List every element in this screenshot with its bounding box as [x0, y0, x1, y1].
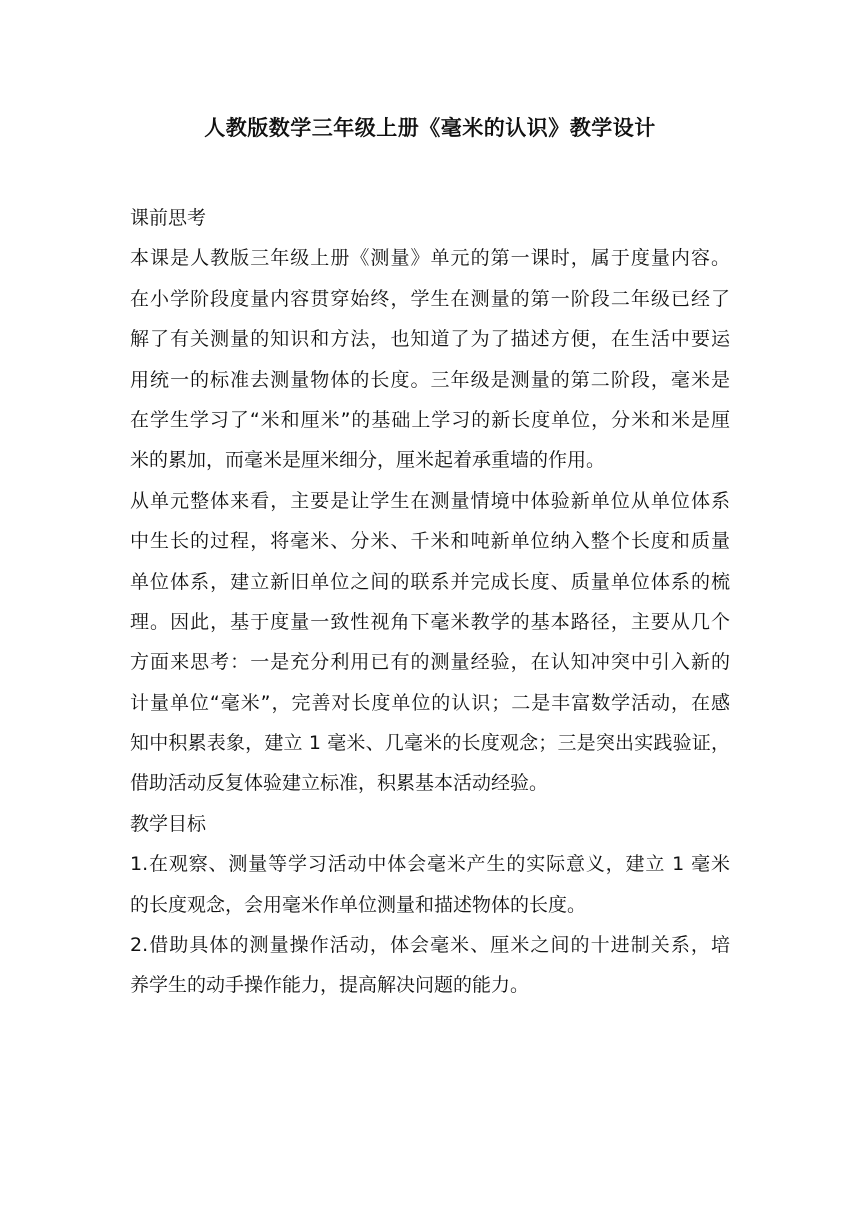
text-line: 方面来思考：一是充分利用已有的测量经验，在认知冲突中引入新的 [130, 651, 730, 674]
text-line: 理。因此，基于度量一致性视角下毫米教学的基本路径，主要从几个 [130, 610, 730, 633]
goal-item-1 [130, 844, 730, 925]
text-line: 中生长的过程，将毫米、分米、千米和吨新单位纳入整个长度和质量 [130, 530, 730, 553]
text-line: 解了有关测量的知识和方法，也知道了为了描述方便，在生活中要运 [130, 328, 730, 351]
paragraph-lesson-context [130, 238, 730, 480]
text-line: 计量单位“毫米”，完善对长度单位的认识；二是丰富数学活动，在感 [130, 691, 730, 714]
text-line: 从单元整体来看，主要是让学生在测量情境中体验新单位从单位体系 [130, 489, 730, 512]
text-line: 2.借助具体的测量操作活动，体会毫米、厘米之间的十进制关系，培 [130, 934, 730, 957]
goal-item-2 [130, 925, 730, 1006]
section-heading-text: 教学目标 [130, 812, 207, 835]
text-line: 借助活动反复体验建立标准，积累基本活动经验。 [130, 772, 549, 795]
text-line: 用统一的标准去测量物体的长度。三年级是测量的第二阶段，毫米是 [130, 368, 730, 391]
text-line: 米的累加，而毫米是厘米细分，厘米起着承重墙的作用。 [130, 449, 606, 472]
text-line: 1.在观察、测量等学习活动中体会毫米产生的实际意义，建立 1 毫米 [130, 853, 730, 876]
section-heading-text: 课前思考 [130, 207, 207, 229]
section-heading-pre-lesson-thoughts [130, 198, 730, 238]
text-line: 养学生的动手操作能力，提高解决问题的能力。 [130, 974, 530, 997]
text-line: 的长度观念，会用毫米作单位测量和描述物体的长度。 [130, 893, 587, 916]
document-body [130, 198, 730, 1006]
paragraph-unit-overview [130, 481, 730, 804]
text-line: 在小学阶段度量内容贯穿始终，学生在测量的第一阶段二年级已经了 [130, 287, 730, 310]
text-line: 本课是人教版三年级上册《测量》单元的第一课时，属于度量内容。 [130, 247, 730, 270]
text-line: 知中积累表象，建立 1 毫米、几毫米的长度观念；三是突出实践验证， [130, 732, 730, 755]
document-title: 人教版数学三年级上册《毫米的认识》教学设计 [204, 116, 656, 140]
text-line: 在学生学习了“米和厘米”的基础上学习的新长度单位，分米和米是厘 [130, 408, 730, 431]
text-line: 单位体系，建立新旧单位之间的联系并完成长度、质量单位体系的梳 [130, 570, 730, 593]
section-heading-teaching-goals [130, 804, 730, 844]
